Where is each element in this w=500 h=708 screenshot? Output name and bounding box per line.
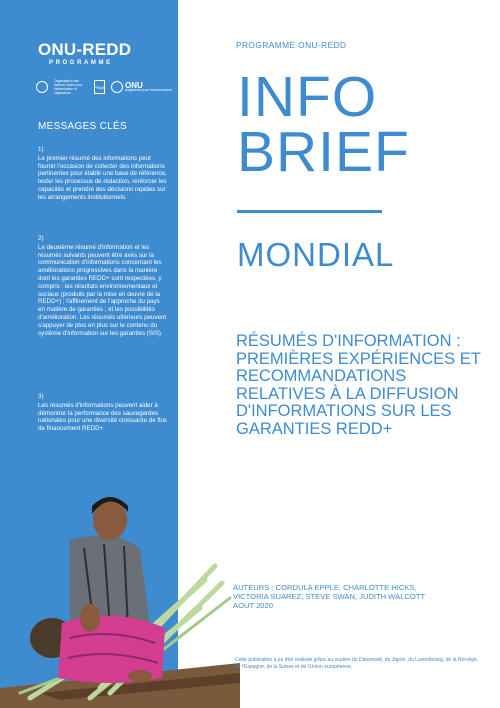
unep-label: PNUE xyxy=(93,84,106,90)
message-text: Les résumés d'informations peuvent aider à démontrer la performance des sauvegardes nationales pour une diversité croissante de flux de financement REDD+. xyxy=(38,401,167,433)
funding-footnote: Cette publication a pu être réalisée grâce au soutien du Danemark, du Japon, du Luxembourg, de la Norvège, de l'Espagne, de la Suisse et de l'Union européenne. xyxy=(235,657,479,670)
globe-icon xyxy=(111,81,123,93)
key-message xyxy=(38,146,168,202)
programme-label: PROGRAMME ONU-REDD xyxy=(236,40,347,50)
brand-title: ONU-REDD xyxy=(38,40,132,59)
message-number: 2) xyxy=(38,235,44,242)
publication-date: AOUT 2020 xyxy=(233,601,273,610)
fao-logo-icon xyxy=(36,81,48,93)
undp-name: ONU xyxy=(125,80,143,90)
authors-line: VICTORIA SUAREZ, STEVE SWAN, JUDITH WALCOTT xyxy=(233,592,426,601)
key-message xyxy=(38,393,168,433)
document-subject: RÉSUMÉS D'INFORMATION : PREMIÈRES EXPÉRIENCES ET RECOMMANDATIONS RELATIVES À LA DIFFUSION D'INFORMATIONS SUR LES GARANTIES REDD+ xyxy=(236,332,481,438)
key-message xyxy=(38,235,168,337)
document-title xyxy=(237,65,410,184)
title-line-info: INFO xyxy=(237,65,378,129)
message-number: 3) xyxy=(38,393,44,400)
title-line-brief: BRIEF xyxy=(237,120,410,184)
unep-logo-icon xyxy=(94,80,105,94)
region-label: MONDIAL xyxy=(237,236,395,273)
fao-label: Organisation des Nations Unies pour l'alimentation et l'agriculture xyxy=(54,79,83,95)
message-number: 1) xyxy=(38,146,44,153)
message-text: Le premier résumé des informations peut fournir l'occasion de collecter des informations pertinentes pour établir une base de référence, tester les processus de rédaction, renforcer les capacités et prendre des décisions rapides sur les arrangements institutionnels. xyxy=(38,154,167,201)
cover-photo xyxy=(0,488,240,708)
undp-logo xyxy=(111,81,172,93)
title-divider xyxy=(237,210,382,213)
brand-subtitle: PROGRAMME xyxy=(49,60,113,66)
message-text: Le deuxième résumé d'information et les résumés suivants peuvent être axés sur la communication d'informations concernant les améliorations progressives dans la manière dont les garanties REDD+ sont respectées, y compris : les résultats environnementaux et sociaux (produits par la mise en œuvre de la REDD+) ; l'affinement de l'approche du pays en matière de garanties ; et les possibilités d'amélioration. Les résumés ultérieurs peuvent s'appuyer de plus en plus sur le contenu du système d'information sur les garanties (SIS). xyxy=(38,243,167,337)
undp-tagline: programme pour l'environnement xyxy=(125,87,172,92)
messages-heading: MESSAGES CLÉS xyxy=(38,121,127,132)
authors-block xyxy=(233,583,473,610)
authors-line: AUTEURS : CORDULA EPPLE, CHARLOTTE HICKS, xyxy=(233,583,417,592)
partner-logos xyxy=(36,76,172,98)
